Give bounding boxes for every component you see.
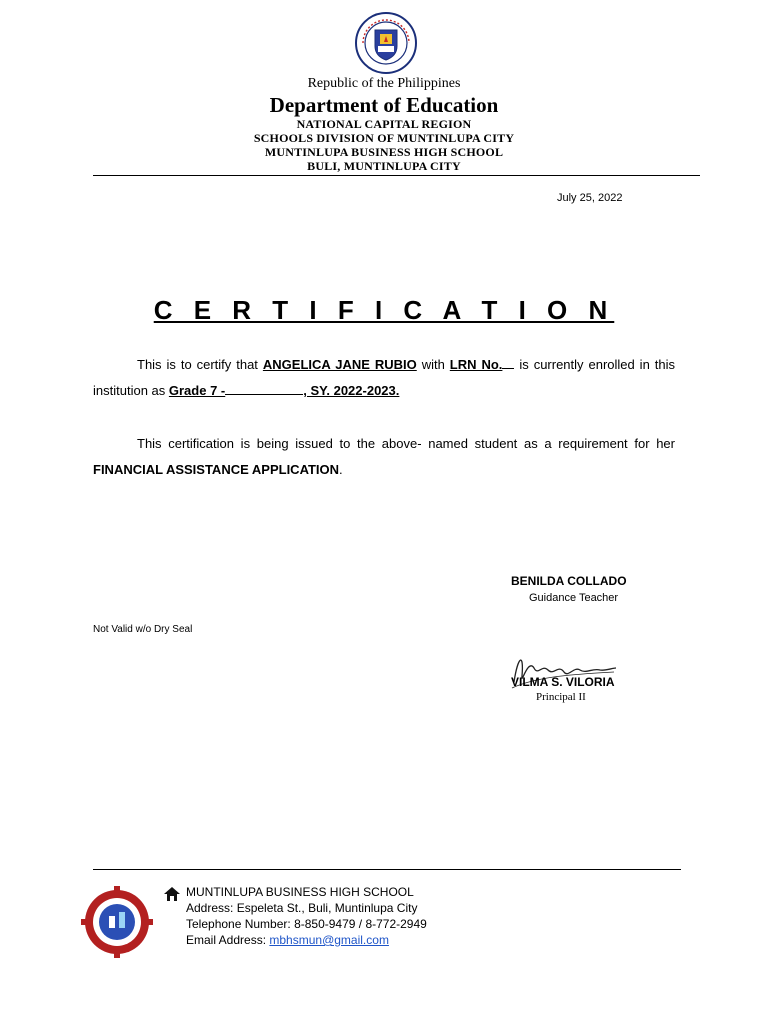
- republic-header: Republic of the Philippines: [307, 76, 461, 91]
- principal-title: Principal II: [536, 691, 586, 703]
- school-line: MUNTINLUPA BUSINESS HIGH SCHOOL: [264, 145, 504, 159]
- p2-end: .: [339, 462, 343, 477]
- school-logo: [81, 886, 153, 958]
- footer-divider: [93, 869, 681, 870]
- p2-text: This certification is being issued to the above- named student as a requirement for her: [137, 436, 675, 451]
- email-link[interactable]: mbhsmun@gmail.com: [269, 933, 389, 947]
- school-year: , SY. 2022-2023.: [303, 383, 400, 398]
- paragraph-purpose: [93, 431, 675, 483]
- footer-email-row: [186, 932, 389, 948]
- validity-note: Not Valid w/o Dry Seal: [93, 624, 193, 635]
- guidance-title: Guidance Teacher: [529, 592, 619, 604]
- house-icon: [163, 886, 181, 902]
- header-divider: [93, 175, 700, 176]
- document-date: July 25, 2022: [557, 192, 623, 204]
- section-blank: [225, 382, 303, 395]
- footer-address: Address: Espeleta St., Buli, Muntinlupa City: [186, 901, 418, 915]
- division-line: SCHOOLS DIVISION OF MUNTINLUPA CITY: [253, 131, 515, 145]
- certification-title: C E R T I F I C A T I O N: [153, 295, 615, 325]
- p1-suffix: is currently enrolled in this institution as: [93, 357, 675, 398]
- footer-school: MUNTINLUPA BUSINESS HIGH SCHOOL: [186, 885, 414, 899]
- purpose: FINANCIAL ASSISTANCE APPLICATION: [93, 462, 340, 477]
- email-label: Email Address:: [186, 933, 267, 947]
- guidance-name: BENILDA COLLADO: [511, 574, 627, 588]
- location-line: BULI, MUNTINLUPA CITY: [307, 159, 461, 173]
- deped-seal-logo: [355, 12, 417, 74]
- principal-name: VILMA S. VILORIA: [511, 675, 615, 689]
- student-name: ANGELICA JANE RUBIO: [262, 357, 417, 372]
- grade-level: Grade 7 -: [168, 383, 226, 398]
- paragraph-enrollment: [93, 352, 675, 404]
- footer-telephone: Telephone Number: 8-850-9479 / 8-772-2949: [186, 917, 427, 931]
- lrn-blank: [502, 356, 514, 369]
- p1-prefix: This is to certify that: [137, 357, 258, 372]
- p1-with: with: [421, 357, 445, 372]
- lrn-label: LRN No.: [449, 357, 503, 372]
- department-title: Department of Education: [269, 93, 499, 117]
- region-line: NATIONAL CAPITAL REGION: [296, 117, 472, 131]
